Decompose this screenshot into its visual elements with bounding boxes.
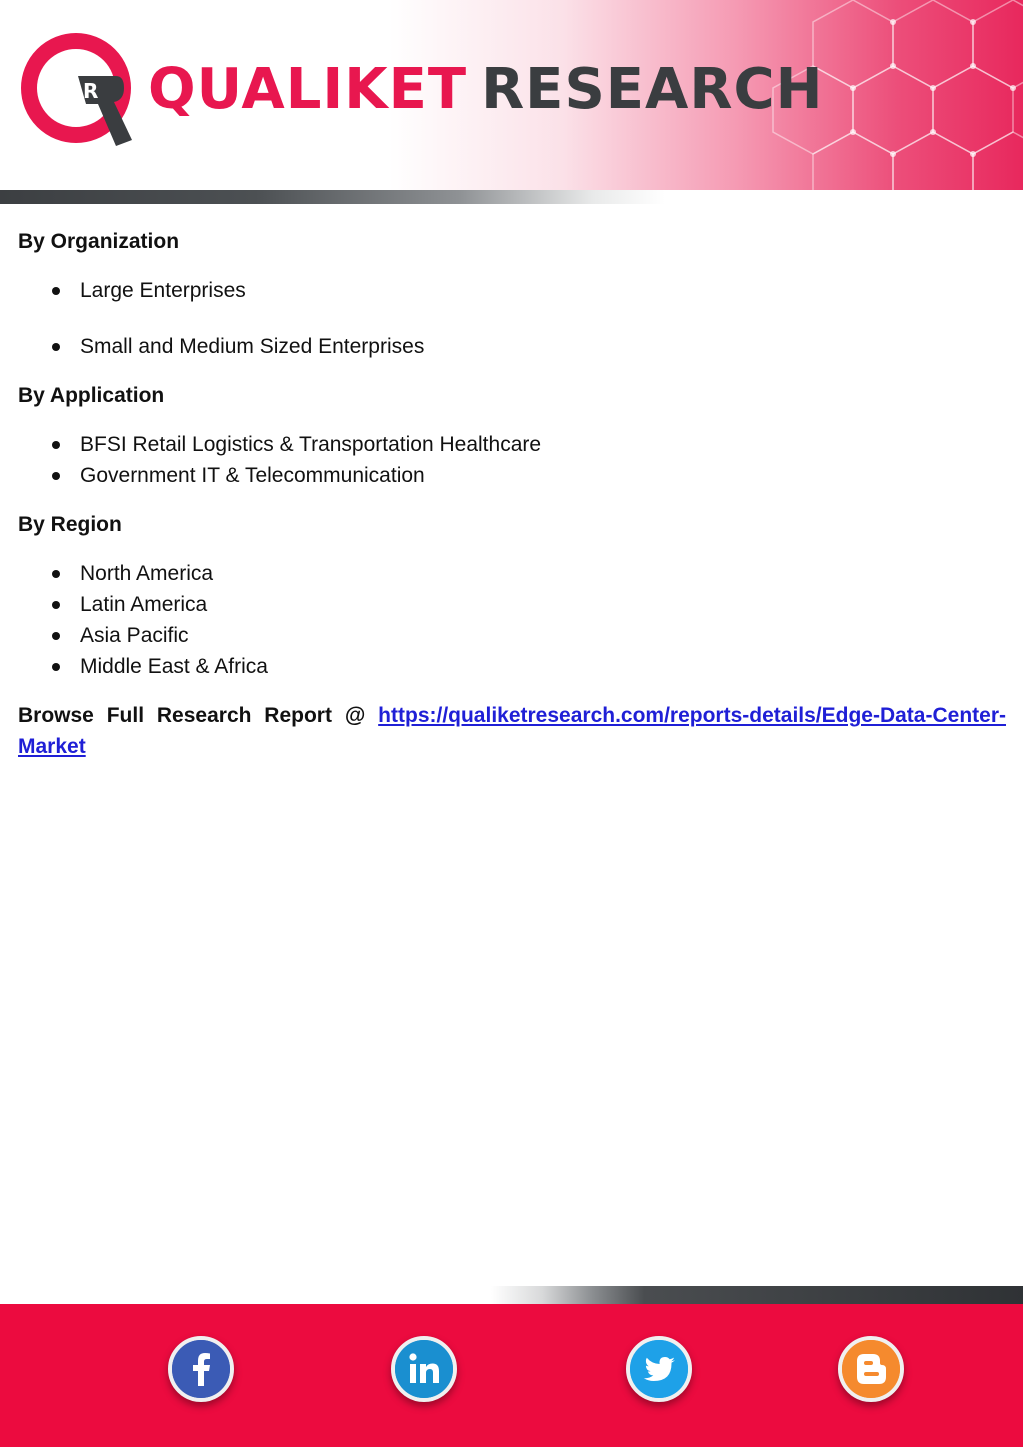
section-title-region: By Region: [18, 513, 122, 536]
browse-label: Browse Full Research Report @: [18, 704, 366, 727]
blogger-button[interactable]: [838, 1336, 904, 1402]
facebook-icon: [172, 1340, 230, 1398]
list-item: North America: [52, 558, 1006, 589]
application-list: [52, 429, 1006, 491]
svg-text:R: R: [83, 79, 99, 103]
list-item: Small and Medium Sized Enterprises: [52, 331, 1006, 362]
qualiket-research-logo[interactable]: [20, 32, 824, 152]
section-title-application: By Application: [18, 384, 165, 407]
section-title-organization: By Organization: [18, 230, 180, 253]
twitter-icon: [630, 1340, 688, 1398]
organization-list: [52, 275, 1006, 362]
browse-report-paragraph: [18, 700, 1006, 762]
brand-word-research: RESEARCH: [481, 57, 824, 122]
report-link[interactable]: https://qualiketresearch.com/reports-details/Edge-Data-Center-Market: [18, 704, 1006, 758]
list-item: Large Enterprises: [52, 275, 1006, 306]
linkedin-button[interactable]: [391, 1336, 457, 1402]
document-body: [18, 226, 1006, 762]
list-item: Asia Pacific: [52, 620, 1006, 651]
brand-word-qualiket: QUALIKET: [148, 57, 468, 122]
facebook-button[interactable]: [168, 1336, 234, 1402]
blogger-icon: [842, 1340, 900, 1398]
list-item: Middle East & Africa: [52, 651, 1006, 682]
footer-divider-bar: [0, 1286, 1023, 1304]
twitter-button[interactable]: [626, 1336, 692, 1402]
linkedin-icon: [395, 1340, 453, 1398]
header-divider-bar: [0, 190, 1023, 204]
region-list: [52, 558, 1006, 682]
brand-name: [148, 58, 823, 122]
list-item: Latin America: [52, 589, 1006, 620]
q-r-logo-mark: [20, 32, 140, 152]
list-item: Government IT & Telecommunication: [52, 460, 1006, 491]
page-header: [0, 0, 1023, 190]
list-item: BFSI Retail Logistics & Transportation Healthcare: [52, 429, 1006, 460]
